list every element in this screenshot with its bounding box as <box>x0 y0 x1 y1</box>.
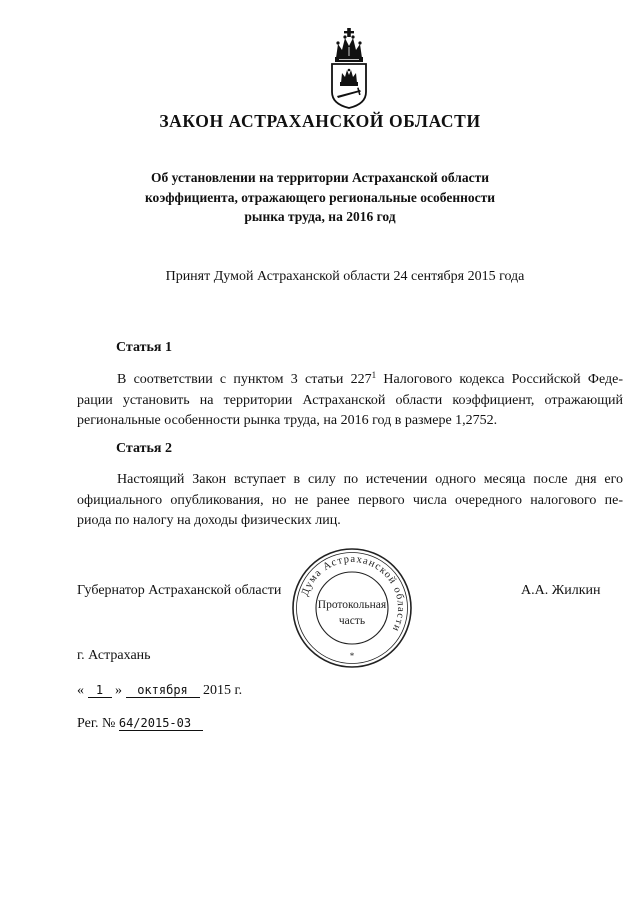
article-1-heading: Статья 1 <box>116 340 172 355</box>
paragraph-line: официального опубликования, но не ранее первого числа очередного налогового пе- <box>77 492 623 508</box>
reg-number: 64/2015-03 <box>119 716 203 731</box>
paragraph-line <box>77 370 623 391</box>
date-year: 2015 г. <box>203 683 243 698</box>
text-fragment: Налогового кодекса Российской Феде- <box>376 372 623 387</box>
coat-of-arms-icon <box>324 28 374 110</box>
paragraph-line: рации установить на территории Астраханской области коэффициент, отражающий <box>77 392 623 408</box>
article-1-text <box>77 370 623 432</box>
stamp-center-line: часть <box>338 615 366 627</box>
signing-date <box>77 683 242 699</box>
law-subject <box>120 168 520 227</box>
law-subject-line: Об установлении на территории Астраханской области <box>151 170 489 185</box>
date-quote-close: » <box>115 683 122 698</box>
official-stamp <box>290 546 414 670</box>
city: г. Астрахань <box>77 648 151 663</box>
article-2-text <box>77 470 623 532</box>
date-month: октября <box>126 683 200 698</box>
registration-number <box>77 716 203 732</box>
law-title: ЗАКОН АСТРАХАНСКОЙ ОБЛАСТИ <box>159 111 481 131</box>
article-2-heading: Статья 2 <box>116 441 172 456</box>
stamp-star: * <box>349 651 355 661</box>
law-subject-line: коэффициента, отражающего региональные особенности <box>144 189 496 205</box>
stamp-center-line: Протокольная <box>317 599 387 611</box>
text-fragment: В соответствии с пунктом 3 статьи 227 <box>117 372 372 387</box>
date-day: 1 <box>88 683 112 698</box>
date-quote-open: « <box>77 683 84 698</box>
governor-title: Губернатор Астраханской области <box>77 583 282 598</box>
governor-name: А.А. Жилкин <box>521 583 601 598</box>
superscript: 1 <box>371 370 377 380</box>
paragraph-line: региональные особенности рынка труда, на 2016 год в размере 1,2752. <box>77 413 498 428</box>
paragraph-line: Настоящий Закон вступает в силу по истечении одного месяца после дня его <box>117 472 623 487</box>
paragraph-line: риода по налогу на доходы физических лиц. <box>77 513 341 528</box>
stamp-ring-text: Дума Астраханской области <box>299 553 407 634</box>
reg-label: Рег. № <box>77 716 116 731</box>
law-subject-line: рынка труда, на 2016 год <box>244 209 396 224</box>
adoption-statement: Принят Думой Астраханской области 24 сентября 2015 года <box>165 269 525 284</box>
